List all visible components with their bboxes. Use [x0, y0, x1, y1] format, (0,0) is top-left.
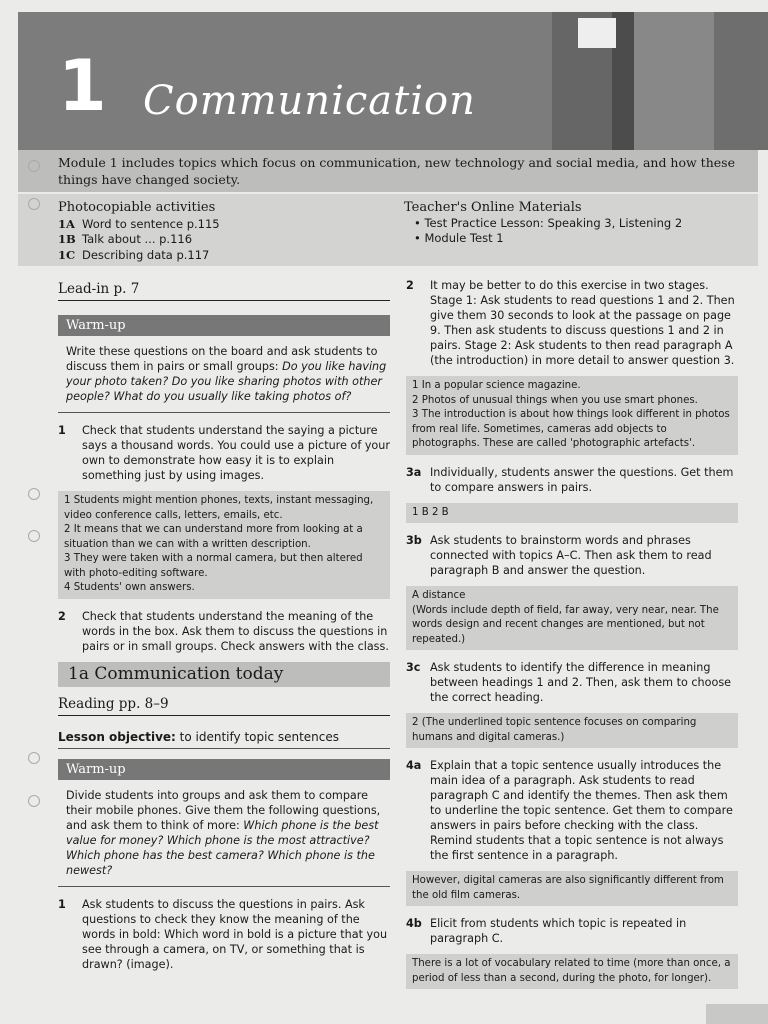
photocopiable-title: Photocopiable activities [58, 200, 216, 215]
right-column [406, 278, 738, 999]
task-item: 4a Explain that a topic sentence usually introduces the main idea of a paragraph. Ask students to read paragraph C and identify the themes. Then ask them to underline the topic sentence. Get them to compare answers in pairs before checking with the class. Remind students that a topic sentence is not always the first sentence in a paragraph. [406, 759, 733, 862]
task-item: 3b Ask students to brainstorm words and phrases connected with topics A–C. Then ask them to read paragraph B and answer the question. [406, 534, 712, 577]
page-corner [706, 1004, 768, 1024]
binder-mark [28, 752, 40, 764]
task-item: 3a Individually, students answer the questions. Get them to compare answers in pairs. [406, 465, 734, 494]
binder-mark [28, 198, 40, 210]
online-title: Teacher's Online Materials [404, 200, 582, 215]
task-item: 4b Elicit from students which topic is repeated in paragraph C. [406, 917, 687, 945]
task-item: 2 It may be better to do this exercise in two stages. Stage 1: Ask students to read questions 1 and 2. Then give them 30 seconds to look at the passage on page 9. Then ask students to discuss questions 1 and 2 in pairs. Stage 2: Ask students to then read paragraph A (the introduction) in more detail to answer question 3. [406, 279, 735, 367]
answer-box: However, digital cameras are also significantly different from the old film cameras. [406, 871, 738, 906]
answer-box: 2 (The underlined topic sentence focuses on comparing humans and digital cameras.) [406, 713, 738, 748]
warmup-bar: Warm-up [58, 315, 390, 336]
photocopiable-activities [58, 200, 398, 263]
warmup-bar: Warm-up [58, 759, 390, 780]
activity-item: 1A Word to sentence p.115 [58, 216, 220, 231]
answer-box: 1 B 2 B [406, 503, 738, 524]
activity-item: 1C Describing data p.117 [58, 247, 210, 262]
online-materials [404, 200, 754, 247]
chapter-title: Communication [143, 78, 476, 124]
lesson-objective: Lesson objective: to identify topic sentences [58, 730, 390, 749]
online-item: • Test Practice Lesson: Speaking 3, Listening 2 [414, 216, 754, 232]
binder-mark [28, 488, 40, 500]
module-intro [18, 150, 758, 192]
answer-box: 1 In a popular science magazine. 2 Photos of unusual things when you use smart phones. 3 The introduction is about how things look different in photos from real life. Sometimes, cameras add objects to photographs. These are called 'photographic artefacts'. [406, 376, 738, 455]
binder-mark [28, 795, 40, 807]
chapter-number: 1 [58, 45, 107, 127]
task-item: 1 Ask students to discuss the questions in pairs. Ask questions to check they know the meaning of the words in bold: Which word in bold is a picture that you see through a camera, on TV, or something that is drawn? (image). [58, 897, 388, 971]
leadin-title: Lead-in p. 7 [58, 282, 390, 301]
left-column [58, 282, 390, 980]
section-title: 1a Communication today [58, 662, 390, 687]
activity-item: 1B Talk about ... p.116 [58, 232, 193, 246]
reading-title: Reading pp. 8–9 [58, 697, 390, 716]
answer-box: 1 Students might mention phones, texts, instant messaging, video conference calls, letters, emails, etc. 2 It means that we can understand more from looking at a situation than we can with a written description. 3 They were taken with a normal camera, but then altered with photo-editing software. 4 Students' own answers. [58, 491, 390, 599]
materials-box [18, 194, 758, 266]
answer-box: A distance (Words include depth of field, far away, very near, near. The words design and recent changes are mentioned, but not repeated.) [406, 586, 738, 650]
task-item: 3c Ask students to identify the difference in meaning between headings 1 and 2. Then, ask them to choose the correct heading. [406, 661, 732, 704]
answer-box: There is a lot of vocabulary related to time (more than once, a period of less than a second, during the photo, for longer). [406, 954, 738, 989]
online-item: • Module Test 1 [414, 231, 754, 247]
binder-mark [28, 530, 40, 542]
task-item: 2 Check that students understand the meaning of the words in the box. Ask them to discuss the questions in pairs or in small groups. Check answers with the class. [58, 609, 389, 653]
warmup-text: Write these questions on the board and ask students to discuss them in pairs or small groups: Do you like having your photo taken? Do you like sharing photos with other people? What do you usually like taking photos of? [66, 345, 387, 403]
chapter-header [18, 12, 768, 150]
warmup-text: Divide students into groups and ask them to compare their mobile phones. Give them the following questions, and ask them to think of more: Which phone is the best value for money? Which phone is the most attractive? Which phone has the best camera? Which phone is the newest? [66, 788, 381, 877]
task-item: 1 Check that students understand the saying a picture says a thousand words. You could use a picture of your own to demonstrate how easy it is to explain something just by using images. [58, 424, 390, 482]
binder-mark [28, 160, 40, 172]
intro-text: Module 1 includes topics which focus on communication, new technology and social media, and how these things have changed society. [58, 155, 735, 187]
